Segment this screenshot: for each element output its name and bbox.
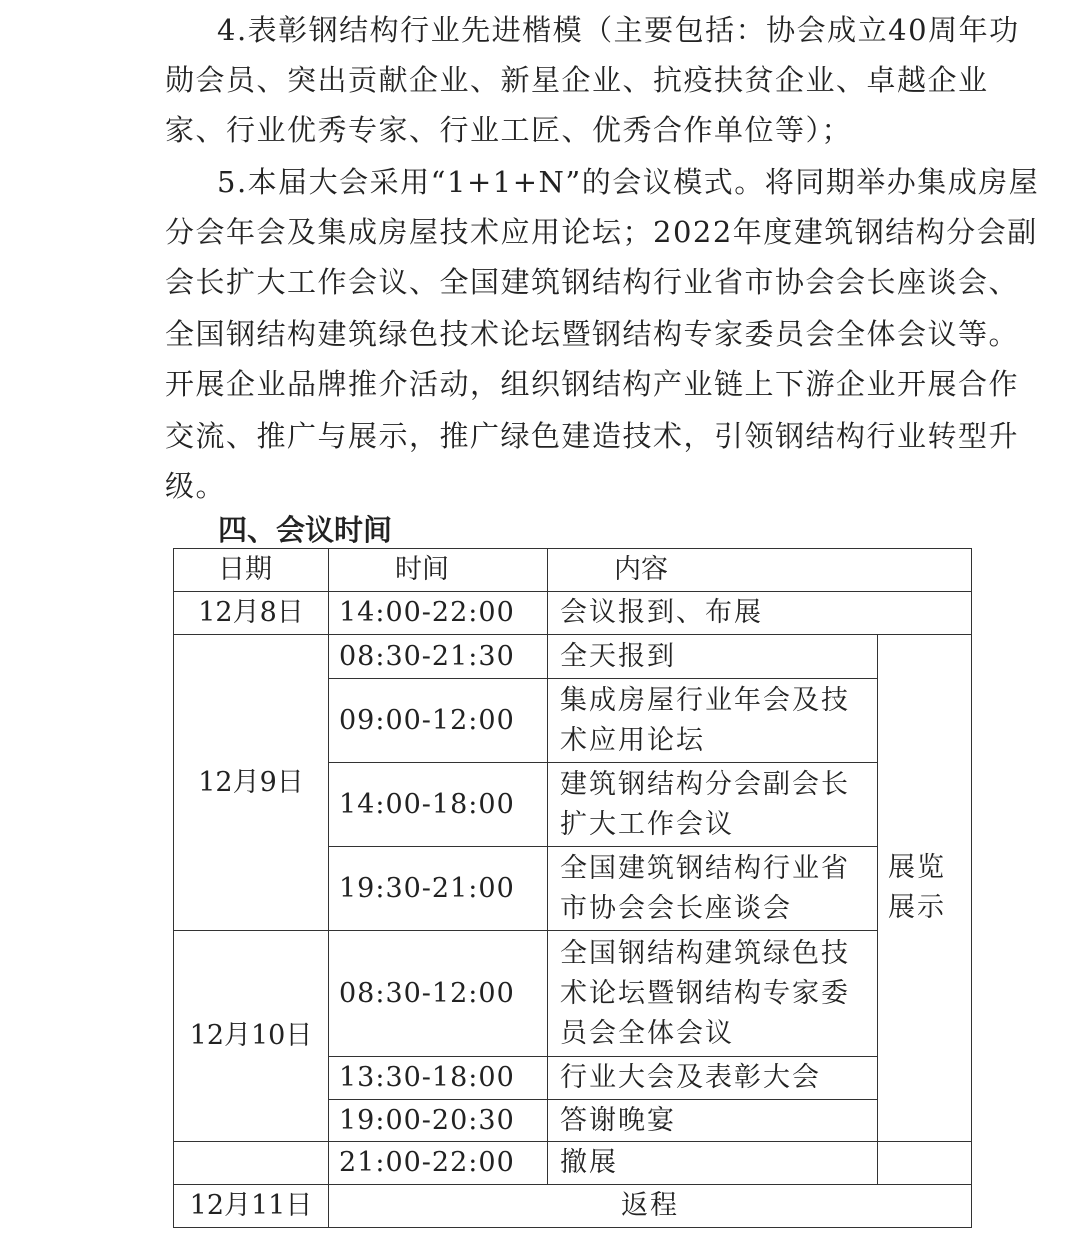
date-cell <box>174 1142 329 1185</box>
date-cell: 12月10日 <box>174 931 329 1142</box>
table-row <box>174 592 972 635</box>
content-cell: 全天报到 <box>548 635 878 679</box>
date-cell: 12月9日 <box>174 635 329 931</box>
date-cell: 12月8日 <box>174 592 329 635</box>
content-line: 扩大工作会议 <box>560 808 734 840</box>
content-line: 建筑钢结构分会副会长 <box>560 768 850 800</box>
paragraph-line: 会长扩大工作会议、全国建筑钢结构行业省市协会会长座谈会、 <box>165 265 1020 299</box>
empty-cell <box>878 1142 972 1185</box>
paragraph-line: 级。 <box>165 469 227 503</box>
content-cell <box>548 931 878 1057</box>
content-line: 全国钢结构建筑绿色技 <box>560 937 850 969</box>
exhibition-line: 展览 <box>888 852 946 883</box>
paragraph-line: 分会年会及集成房屋技术应用论坛；2022年度建筑钢结构分会副 <box>165 215 1038 249</box>
paragraph-line: 全国钢结构建筑绿色技术论坛暨钢结构专家委员会全体会议等。 <box>165 317 1020 351</box>
time-cell: 08:30-21:30 <box>329 635 548 679</box>
paragraph-line: 开展企业品牌推介活动，组织钢结构产业链上下游企业开展合作 <box>165 367 1020 401</box>
table-row <box>174 635 972 679</box>
header-time: 时间 <box>329 549 548 592</box>
table-row <box>174 1185 972 1228</box>
paragraph-line: 家、行业优秀专家、行业工匠、优秀合作单位等）； <box>165 113 853 147</box>
content-line: 全国建筑钢结构行业省 <box>560 852 850 884</box>
paragraph-line: 交流、推广与展示，推广绿色建造技术，引领钢结构行业转型升 <box>165 419 1020 453</box>
content-cell: 撤展 <box>548 1142 878 1185</box>
time-cell: 14:00-22:00 <box>329 592 548 635</box>
header-date: 日期 <box>174 549 329 592</box>
time-cell: 19:30-21:00 <box>329 847 548 931</box>
paragraph-line: 5.本届大会采用“1+1+N”的会议模式。将同期举办集成房屋 <box>217 165 1040 199</box>
table-row <box>174 1142 972 1185</box>
content-line: 术应用论坛 <box>560 724 705 756</box>
content-cell: 会议报到、布展 <box>548 592 972 635</box>
table-row <box>174 931 972 1057</box>
content-line: 集成房屋行业年会及技 <box>560 684 850 716</box>
schedule-table <box>173 548 972 1228</box>
paragraph-line: 勋会员、突出贡献企业、新星企业、抗疫扶贫企业、卓越企业 <box>165 63 989 97</box>
content-cell: 答谢晚宴 <box>548 1100 878 1142</box>
time-cell: 19:00-20:30 <box>329 1100 548 1142</box>
time-cell: 21:00-22:00 <box>329 1142 548 1185</box>
content-cell: 行业大会及表彰大会 <box>548 1057 878 1100</box>
content-line: 术论坛暨钢结构专家委 <box>560 977 850 1009</box>
content-cell <box>548 847 878 931</box>
time-cell: 14:00-18:00 <box>329 763 548 847</box>
time-cell: 08:30-12:00 <box>329 931 548 1057</box>
content-line: 员会全体会议 <box>560 1017 734 1049</box>
exhibition-line: 展示 <box>888 892 946 923</box>
content-cell <box>548 763 878 847</box>
content-cell <box>548 679 878 763</box>
paragraph-line: 4.表彰钢结构行业先进楷模（主要包括：协会成立40周年功 <box>217 13 1020 47</box>
content-cell: 返程 <box>329 1185 972 1228</box>
time-cell: 09:00-12:00 <box>329 679 548 763</box>
table-header-row <box>174 549 972 592</box>
header-content: 内容 <box>548 549 972 592</box>
time-cell: 13:30-18:00 <box>329 1057 548 1100</box>
date-cell: 12月11日 <box>174 1185 329 1228</box>
section-heading: 四、会议时间 <box>218 513 393 547</box>
content-line: 市协会会长座谈会 <box>560 892 792 924</box>
exhibition-cell <box>878 635 972 1142</box>
